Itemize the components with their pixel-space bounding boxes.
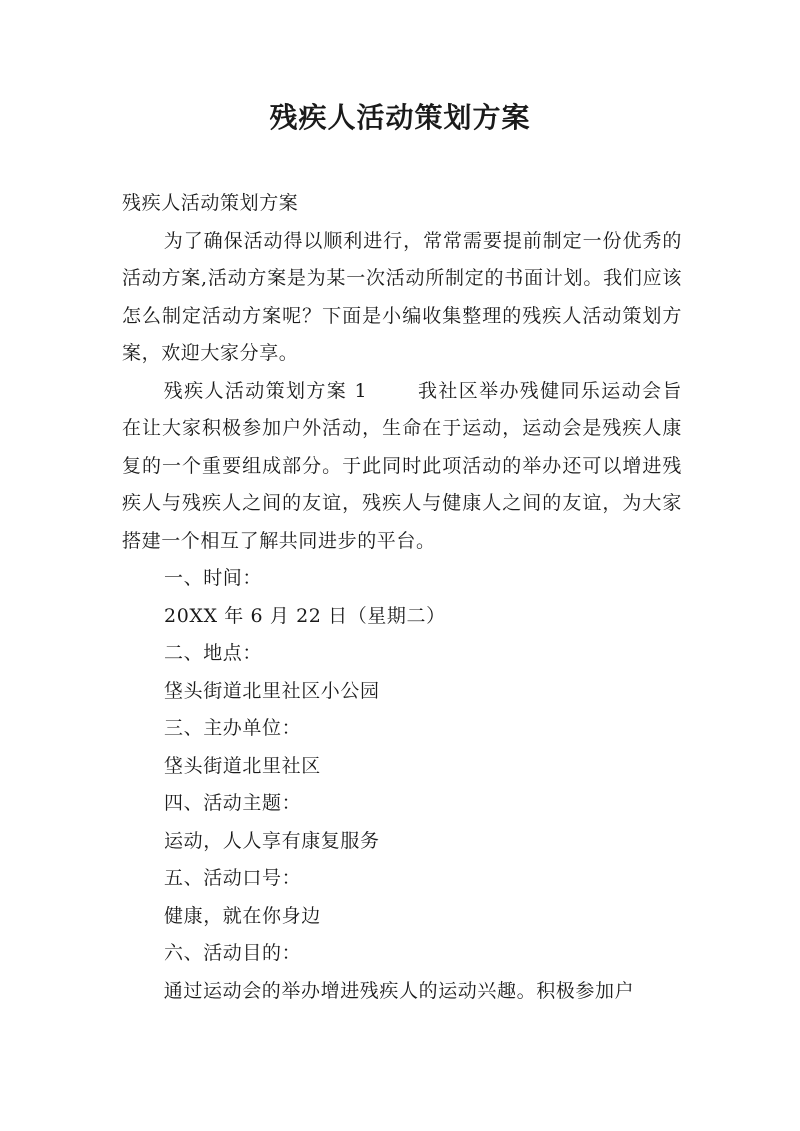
item-label-purpose: 六、活动目的： bbox=[164, 942, 302, 964]
section1-paragraph bbox=[122, 373, 682, 561]
item-value-organizer: 垡头街道北里社区 bbox=[164, 754, 321, 777]
section1-body: 我社区举办残健同乐运动会旨在让大家积极参加户外活动，生命在于运动，运动会是残疾人康复的一个重要组成部分。于此同时此项活动的举办还可以增进残疾人与残疾人之间的友谊，残疾人与健康人之间的友谊，为大家搭建一个相互了解共同进步的平台。 bbox=[122, 379, 682, 552]
section1-heading: 残疾人活动策划方案 1 bbox=[163, 379, 368, 402]
document-subtitle: 残疾人活动策划方案 bbox=[122, 192, 299, 214]
item-value-theme: 运动，人人享有康复服务 bbox=[164, 829, 380, 852]
item-value-location: 垡头街道北里社区小公园 bbox=[164, 679, 380, 702]
item-label-time: 一、时间： bbox=[164, 567, 263, 589]
item-label-organizer: 三、主办单位： bbox=[164, 717, 302, 739]
item-label-theme: 四、活动主题： bbox=[164, 792, 302, 814]
item-value-time: 20XX 年 6 月 22 日（星期二） bbox=[164, 604, 446, 627]
item-value-purpose: 通过运动会的举办增进残疾人的运动兴趣。积极参加户 bbox=[163, 979, 635, 1002]
item-label-slogan: 五、活动口号： bbox=[164, 867, 302, 889]
document-title: 残疾人活动策划方案 bbox=[269, 101, 531, 134]
item-value-slogan: 健康，就在你身边 bbox=[164, 904, 321, 927]
item-label-location: 二、地点： bbox=[164, 642, 263, 664]
document-body bbox=[122, 185, 682, 1010]
intro-paragraph: 为了确保活动得以顺利进行，常常需要提前制定一份优秀的活动方案,活动方案是为某一次活动所制定的书面计划。我们应该怎么制定活动方案呢？下面是小编收集整理的残疾人活动策划方案，欢迎大家分享。 bbox=[122, 229, 682, 364]
